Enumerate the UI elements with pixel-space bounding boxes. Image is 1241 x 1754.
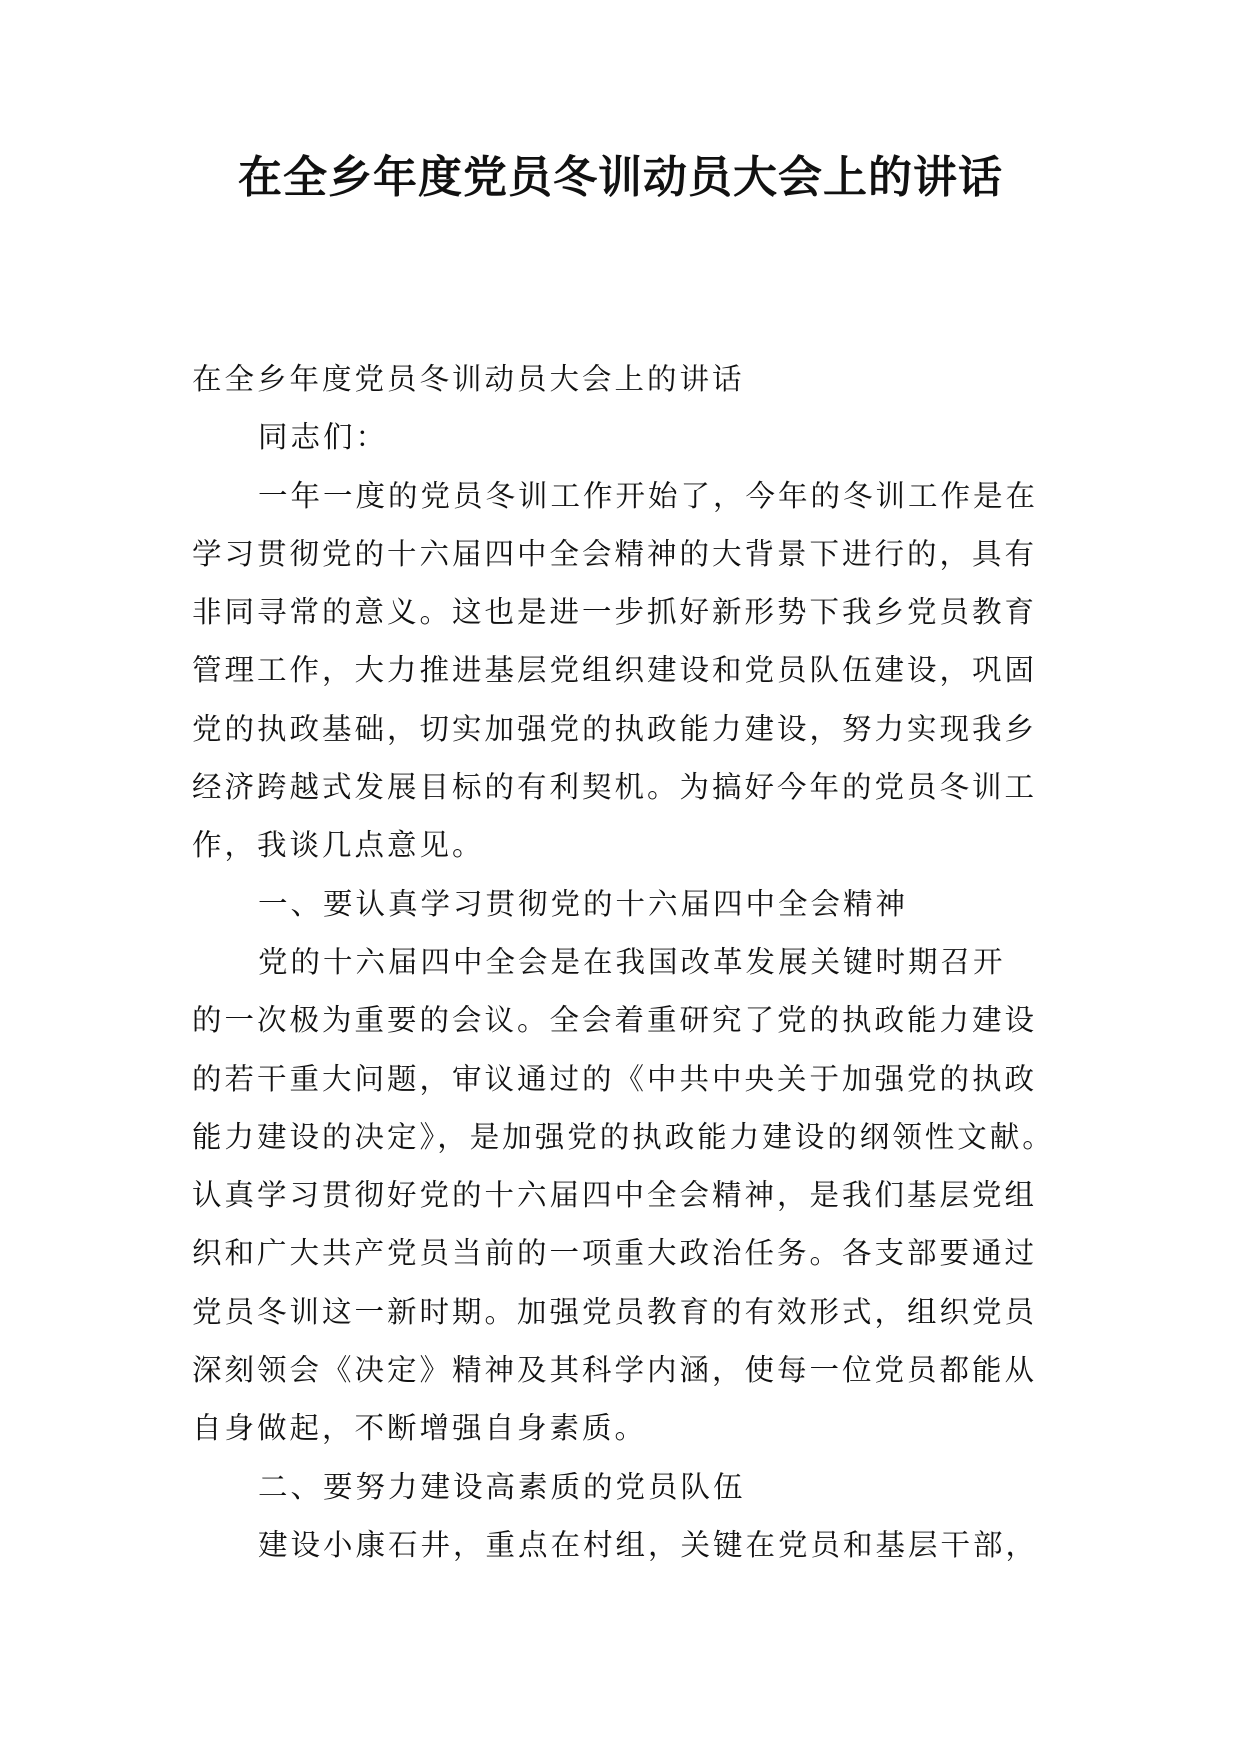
body-subtitle-line: 在全乡年度党员冬训动员大会上的讲话 (192, 362, 745, 396)
document-body (192, 350, 1055, 1574)
paragraph-line: 非同寻常的意义。这也是进一步抓好新形势下我乡党员教育 (192, 595, 1038, 630)
paragraph-line: 党的执政基础，切实加强党的执政能力建设，努力实现我乡 (192, 711, 1038, 746)
paragraph-line: 深刻领会《决定》精神及其科学内涵，使每一位党员都能从 (192, 1353, 1038, 1388)
section-heading-line: 一、要认真学习贯彻党的十六届四中全会精神 (258, 886, 909, 921)
paragraph-line: 一年一度的党员冬训工作开始了，今年的冬训工作是在 (258, 478, 1039, 513)
document-title: 在全乡年度党员冬训动员大会上的讲话 (238, 152, 1003, 203)
paragraph-line: 建设小康石井，重点在村组，关键在党员和基层干部， (258, 1527, 1039, 1562)
paragraph-line: 织和广大共产党员当前的一项重大政治任务。各支部要通过 (192, 1236, 1038, 1271)
paragraph-line: 的若干重大问题，审议通过的《中共中央关于加强党的执政 (192, 1061, 1038, 1096)
paragraph-line: 自身做起，不断增强自身素质。 (192, 1411, 648, 1446)
paragraph-line: 党员冬训这一新时期。加强党员教育的有效形式，组织党员 (192, 1294, 1038, 1329)
paragraph-line: 认真学习贯彻好党的十六届四中全会精神，是我们基层党组 (192, 1178, 1038, 1213)
salutation-line: 同志们： (258, 420, 389, 455)
paragraph-line: 党的十六届四中全会是在我国改革发展关键时期召开 (258, 944, 1006, 979)
paragraph-line: 学习贯彻党的十六届四中全会精神的大背景下进行的，具有 (192, 536, 1038, 571)
paragraph-line: 作，我谈几点意见。 (192, 828, 485, 863)
paragraph-line: 的一次极为重要的会议。全会着重研究了党的执政能力建设 (192, 1003, 1038, 1038)
paragraph-line: 经济跨越式发展目标的有利契机。为搞好今年的党员冬训工 (192, 770, 1038, 805)
paragraph-line: 管理工作，大力推进基层党组织建设和党员队伍建设，巩固 (192, 653, 1038, 688)
paragraph-line: 能力建设的决定》，是加强党的执政能力建设的纲领性文献。 (192, 1119, 1055, 1154)
section-heading-line: 二、要努力建设高素质的党员队伍 (258, 1469, 746, 1504)
